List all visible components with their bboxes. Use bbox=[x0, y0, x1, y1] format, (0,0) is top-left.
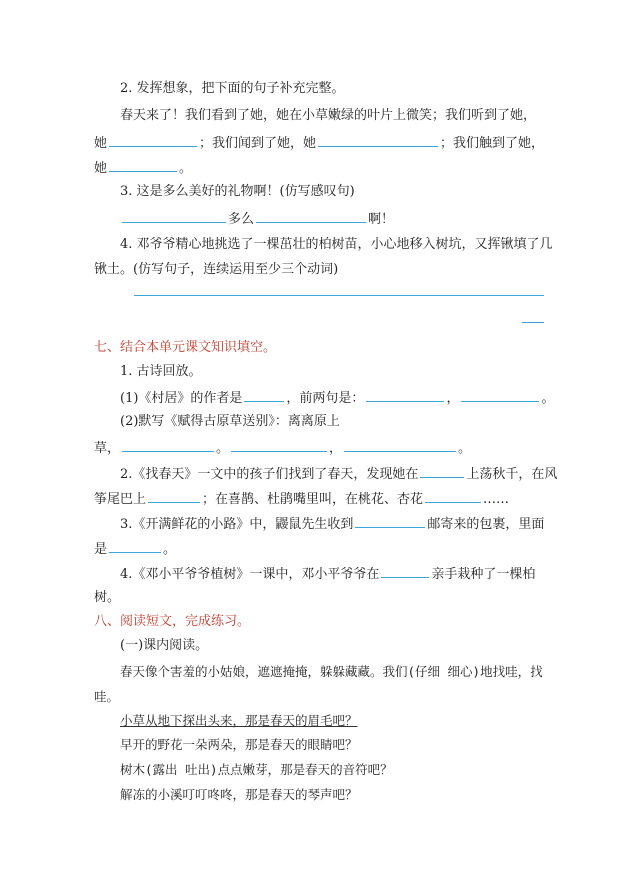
s7-q4-a: 4.《邓小平爷爷植树》一课中，邓小平爷爷在 bbox=[120, 567, 380, 582]
s7-q2-d: ；在喜鹊、杜鹃嘴里叫，在桃花、杏花 bbox=[202, 492, 424, 507]
s7-blank-author[interactable] bbox=[244, 388, 284, 402]
s7-q1-title: 1. 古诗回放。 bbox=[120, 364, 202, 379]
q4-answer-line[interactable] bbox=[134, 295, 544, 296]
s7-q1-p1 bbox=[120, 388, 554, 408]
s7-blank-q2-3[interactable] bbox=[425, 489, 481, 503]
s7-blank-q2-2[interactable] bbox=[148, 489, 200, 503]
q2-line2-c: ；我们触到了她， bbox=[440, 136, 545, 151]
q3-blank-2[interactable] bbox=[256, 209, 366, 223]
s7-q3-d: 。 bbox=[163, 542, 177, 557]
s7-q2-e: …… bbox=[483, 492, 510, 507]
s7-q1-p1-a: (1)《村居》的作者是 bbox=[120, 391, 243, 406]
s7-q1-p2-d: ， bbox=[329, 441, 343, 456]
s8-line1: 小草从地下探出头来，那是春天的眉毛吧？ bbox=[120, 713, 358, 728]
q2-line2 bbox=[94, 133, 544, 153]
s7-q1-p1-d: 。 bbox=[541, 391, 555, 406]
s8-sub: (一)课内阅读。 bbox=[120, 638, 209, 653]
s7-q2-b: 上荡秋千，在风 bbox=[466, 467, 558, 482]
q3-title: 3. 这是多么美好的礼物啊！(仿写感叹句) bbox=[120, 184, 355, 199]
s8-p1: 春天像个害羞的小姑娘，遮遮掩掩，躲躲藏藏。我们(仔细 细心)地找哇，找 bbox=[120, 664, 543, 679]
section7-heading: 七、结合本单元课文知识填空。 bbox=[94, 340, 277, 355]
q4-line1: 4. 邓爷爷精心地挑选了一棵茁壮的柏树苗，小心地移入树坑，又挥锹填了几 bbox=[120, 237, 553, 252]
q3-end: 啊！ bbox=[368, 212, 395, 227]
s7-blank-poem-2[interactable] bbox=[231, 438, 327, 452]
q2-blank-1[interactable] bbox=[109, 133, 197, 147]
s7-q1-p1-c: ， bbox=[446, 391, 460, 406]
q2-line1: 春天来了！我们看到了她，她在小草嫩绿的叶片上微笑；我们听到了她， bbox=[120, 108, 537, 123]
s7-q1-p2-e: 。 bbox=[458, 441, 472, 456]
q3-mid: 多么 bbox=[228, 212, 255, 227]
q2-blank-2[interactable] bbox=[318, 133, 438, 147]
s8-line3: 树木(露出 吐出)点点嫩芽，那是春天的音符吧？ bbox=[120, 762, 393, 777]
s8-p1b: 哇。 bbox=[94, 689, 120, 704]
q3-blank-1[interactable] bbox=[122, 209, 226, 223]
s7-q4-line1 bbox=[120, 564, 535, 584]
section8-heading: 八、阅读短文，完成练习。 bbox=[94, 614, 251, 629]
s7-q2-a: 2.《找春天》一文中的孩子们找到了春天，发现她在 bbox=[120, 467, 419, 482]
s8-line2: 早开的野花一朵两朵，那是春天的眼睛吧？ bbox=[120, 737, 358, 752]
s7-blank-line2[interactable] bbox=[461, 388, 539, 402]
s7-q2-line2 bbox=[94, 489, 509, 509]
s7-blank-q2-1[interactable] bbox=[420, 464, 464, 478]
s7-blank-q4[interactable] bbox=[381, 564, 429, 578]
s7-q1-p2-b: 草， bbox=[94, 441, 121, 456]
s7-q2-line1 bbox=[120, 464, 557, 484]
s7-q4-b: 亲手栽种了一棵柏 bbox=[431, 567, 536, 582]
q2-line2-a: 她 bbox=[94, 136, 108, 151]
q2-line3-a: 她 bbox=[94, 161, 108, 176]
s7-q4-line2: 树。 bbox=[94, 590, 121, 605]
q2-line3 bbox=[94, 158, 192, 178]
s7-q3-line2 bbox=[94, 539, 176, 559]
s7-q2-c: 筝尾巴上 bbox=[94, 492, 147, 507]
q4-line2: 锹土。(仿写句子，连续运用至少三个动词) bbox=[94, 262, 339, 277]
s7-blank-q3-1[interactable] bbox=[355, 514, 425, 528]
q4-answer-line-end[interactable] bbox=[522, 322, 544, 323]
q2-title: 2. 发挥想象，把下面的句子补充完整。 bbox=[120, 81, 345, 96]
s7-q1-p1-b: ，前两句是： bbox=[286, 391, 365, 406]
s7-q3-c: 是 bbox=[94, 542, 108, 557]
s7-blank-q3-2[interactable] bbox=[109, 539, 161, 553]
s8-line4: 解冻的小溪叮叮咚咚，那是春天的琴声吧？ bbox=[120, 787, 358, 802]
s7-blank-poem-1[interactable] bbox=[122, 438, 214, 452]
s7-q3-line1 bbox=[120, 514, 544, 534]
s7-q1-p2-line bbox=[94, 438, 471, 458]
q2-blank-3[interactable] bbox=[109, 158, 177, 172]
s7-q3-b: 邮寄来的包裹，里面 bbox=[427, 517, 545, 532]
s7-q1-p2-c: 。 bbox=[216, 441, 230, 456]
s7-blank-line1[interactable] bbox=[366, 388, 444, 402]
s7-blank-poem-3[interactable] bbox=[344, 438, 456, 452]
q3-line bbox=[120, 209, 394, 229]
s7-q1-p2: (2)默写《赋得古原草送别》：离离原上 bbox=[120, 414, 340, 429]
q2-line3-b: 。 bbox=[179, 161, 193, 176]
s7-q3-a: 3.《开满鲜花的小路》中，鼹鼠先生收到 bbox=[120, 517, 354, 532]
q2-line2-b: ；我们闻到了她，她 bbox=[199, 136, 317, 151]
